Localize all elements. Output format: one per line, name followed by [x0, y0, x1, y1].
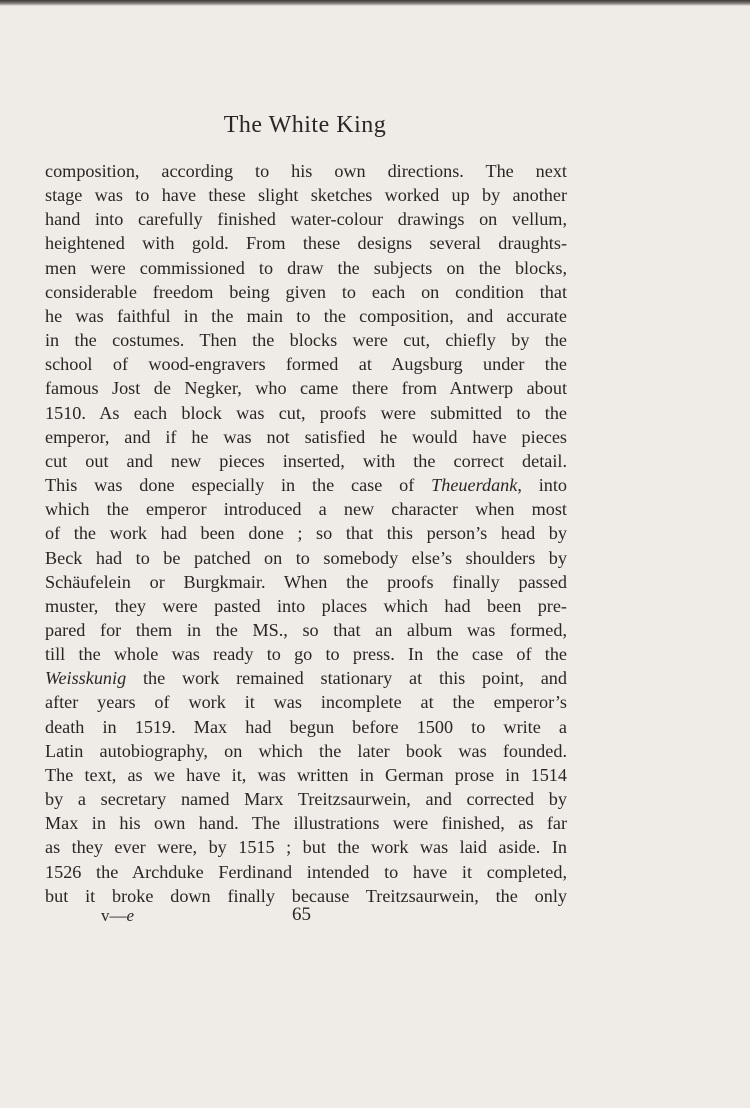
text-segment: emperor, and if he was not satisfied he would have pieces: [45, 426, 567, 447]
text-line: [45, 352, 567, 376]
text-segment: death in 1519. Max had begun before 1500 to write a: [45, 716, 567, 737]
text-line: [45, 546, 567, 570]
text-line: [45, 231, 567, 255]
text-segment: considerable freedom being given to each on condition that: [45, 281, 567, 302]
text-segment: Max in his own hand. The illustrations were finished, as far: [45, 813, 567, 834]
text-segment: This was done especially in the case of: [45, 475, 432, 496]
text-line: [45, 256, 567, 280]
text-line: [45, 207, 567, 231]
text-segment: of the work had been done ; so that this person’s head by: [45, 523, 567, 544]
text-line: [45, 618, 567, 642]
text-segment: Schäufelein or Burgkmair. When the proofs finally passed: [45, 571, 567, 592]
italic-title: Theuerdank: [431, 475, 518, 496]
text-line: [45, 763, 567, 787]
text-segment: but it broke down finally because Treitzsaurwein, the only: [45, 885, 567, 906]
text-line: [45, 401, 567, 425]
text-segment: heightened with gold. From these designs several draughts-: [45, 233, 567, 254]
text-segment: school of wood-engravers formed at Augsburg under the: [45, 354, 567, 375]
text-line: [45, 860, 567, 884]
text-line: [45, 497, 567, 521]
text-line: [45, 642, 567, 666]
text-line: [45, 425, 567, 449]
signature-mark: [101, 906, 134, 926]
text-line: [45, 304, 567, 328]
text-segment: after years of work it was incomplete at the emperor’s: [45, 692, 567, 713]
text-line: [45, 473, 567, 497]
text-segment: he was faithful in the main to the composition, and accurate: [45, 305, 567, 326]
text-line: [45, 280, 567, 304]
signature-prefix: v—: [101, 906, 127, 925]
text-segment: 1526 the Archduke Ferdinand intended to have it completed,: [45, 861, 567, 882]
text-segment: men were commissioned to draw the subjects on the blocks,: [45, 257, 567, 278]
text-segment: , into: [517, 475, 568, 496]
text-segment: cut out and new pieces inserted, with the correct detail.: [45, 450, 567, 471]
text-line: [45, 715, 567, 739]
text-segment: the work remained stationary at this point, and: [126, 668, 567, 689]
text-segment: Latin autobiography, on which the later book was founded.: [45, 740, 567, 761]
italic-title: Weisskunig: [45, 668, 127, 689]
text-segment: The text, as we have it, was written in German prose in 1514: [45, 764, 567, 785]
text-segment: by a secretary named Marx Treitzsaurwein, and corrected by: [45, 789, 567, 810]
text-line: [45, 570, 567, 594]
text-line: [45, 521, 567, 545]
text-line: [45, 835, 567, 859]
text-segment: till the whole was ready to go to press. In the case of the: [45, 644, 567, 665]
text-segment: Beck had to be patched on to somebody else’s shoulders by: [45, 547, 567, 568]
text-segment: stage was to have these slight sketches worked up by another: [45, 185, 567, 206]
page-number: 65: [292, 904, 311, 925]
text-line: [45, 690, 567, 714]
text-line: [45, 811, 567, 835]
text-segment: in the costumes. Then the blocks were cut, chiefly by the: [45, 330, 567, 351]
text-line: [45, 666, 567, 690]
page-top-edge: [0, 0, 750, 6]
text-segment: pared for them in the MS., so that an album was formed,: [45, 619, 567, 640]
text-segment: famous Jost de Negker, who came there from Antwerp about: [45, 378, 567, 399]
text-segment: 1510. As each block was cut, proofs were submitted to the: [45, 402, 567, 423]
body-text: [45, 159, 567, 908]
signature-letter: e: [126, 906, 135, 925]
running-header: The White King: [223, 112, 387, 138]
text-segment: as they ever were, by 1515 ; but the work was laid aside. In: [45, 837, 567, 858]
text-line: [45, 183, 567, 207]
text-line: [45, 376, 567, 400]
text-line: [45, 159, 567, 183]
text-segment: which the emperor introduced a new character when most: [45, 499, 567, 520]
text-segment: composition, according to his own directions. The next: [45, 161, 567, 181]
text-line: [45, 739, 567, 763]
text-line: [45, 328, 567, 352]
text-line: [45, 449, 567, 473]
text-segment: muster, they were pasted into places which had been pre-: [45, 595, 567, 616]
text-line: [45, 787, 567, 811]
text-line: [45, 594, 567, 618]
text-segment: hand into carefully finished water-colour drawings on vellum,: [45, 209, 567, 230]
